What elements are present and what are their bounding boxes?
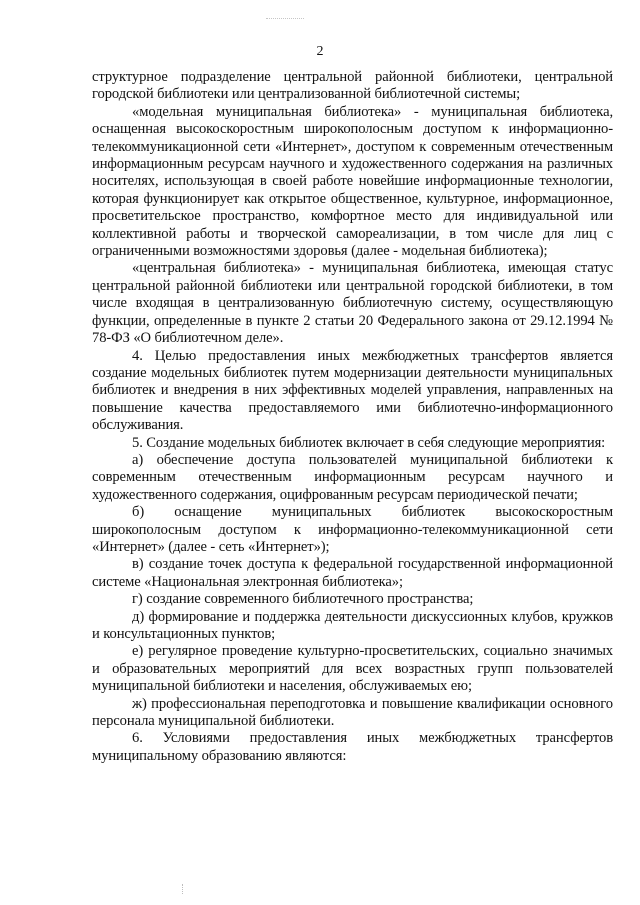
paragraph-structural-unit: структурное подразделение центральной районной библиотеки, центральной городской библиотеки или централизованной библиотечной системы; [92,69,613,103]
paragraph-subitem-d: д) формирование и поддержка деятельности дискуссионных клубов, кружков и консультационных пунктов; [92,608,613,642]
paragraph-item-5-measures: 5. Создание модельных библиотек включает в себя следующие мероприятия: [132,434,606,451]
paragraph-subitem-a: а) обеспечение доступа пользователей муниципальной библиотеки к современным отечественным информационным ресурсам научного и художественного содержания, оцифрованным ресурсам периодической печати; [92,451,613,503]
paragraph-subitem-e: е) регулярное проведение культурно-просветительских, социально значимых и образовательных мероприятий для всех возрастных групп пользователей муниципальной библиотеки и населения, обслуживаемых ею; [92,643,613,695]
paragraph-subitem-g: г) создание современного библиотечного пространства; [132,591,474,608]
paragraph-item-4-goal: 4. Целью предоставления иных межбюджетных трансфертов является создание модельных библиотек путем модернизации деятельности муниципальных библиотек и внедрения в них эффективных моделей управления, направленных на повышение качества предоставляемого ими библиотечно-информационного обслуживания. [92,347,613,434]
scan-artifact [266,18,304,22]
paragraph-subitem-zh: ж) профессиональная переподготовка и повышение квалификации основного персонала муниципальной библиотеки. [92,695,613,730]
document-body [92,69,613,765]
paragraph-subitem-b: б) оснащение муниципальных библиотек высокоскоростным широкополосным доступом к информационно-телекоммуникационной сети «Интернет» (далее - сеть «Интернет»); [92,504,613,555]
paragraph-subitem-v: в) создание точек доступа к федеральной государственной информационной системе «Национальная электронная библиотека»; [92,556,613,590]
paragraph-model-library-definition: «модельная муниципальная библиотека» - муниципальная библиотека, оснащенная высокоскоростным широкополосным доступом к информационно-телекоммуникационной сети «Интернет», доступом к современным отечественным информационным ресурсам научного и художественного содержания на различных носителях, использующая в своей работе новейшие информационные технологии, которая функционирует как открытое общественное, культурное, информационное, просветительское пространство, комфортное место для индивидуальной или коллективной работы и творческой самореализации, в том числе для лиц с ограниченными возможностями здоровья (далее - модельная библиотека); [92,103,613,260]
paragraph-item-6-conditions: 6. Условиями предоставления иных межбюджетных трансфертов муниципальному образованию являются: [92,730,613,764]
page-number: 2 [316,44,324,59]
scan-artifact-bottom [182,884,185,894]
paragraph-central-library-definition: «центральная библиотека» - муниципальная библиотека, имеющая статус центральной районной библиотеки или центральной городской библиотеки, в том числе входящая в централизованную библиотечную систему, осуществляющую функции, определенные в пункте 2 статьи 20 Федерального закона от 29.12.1994 № 78-ФЗ «О библиотечном деле». [92,260,613,347]
